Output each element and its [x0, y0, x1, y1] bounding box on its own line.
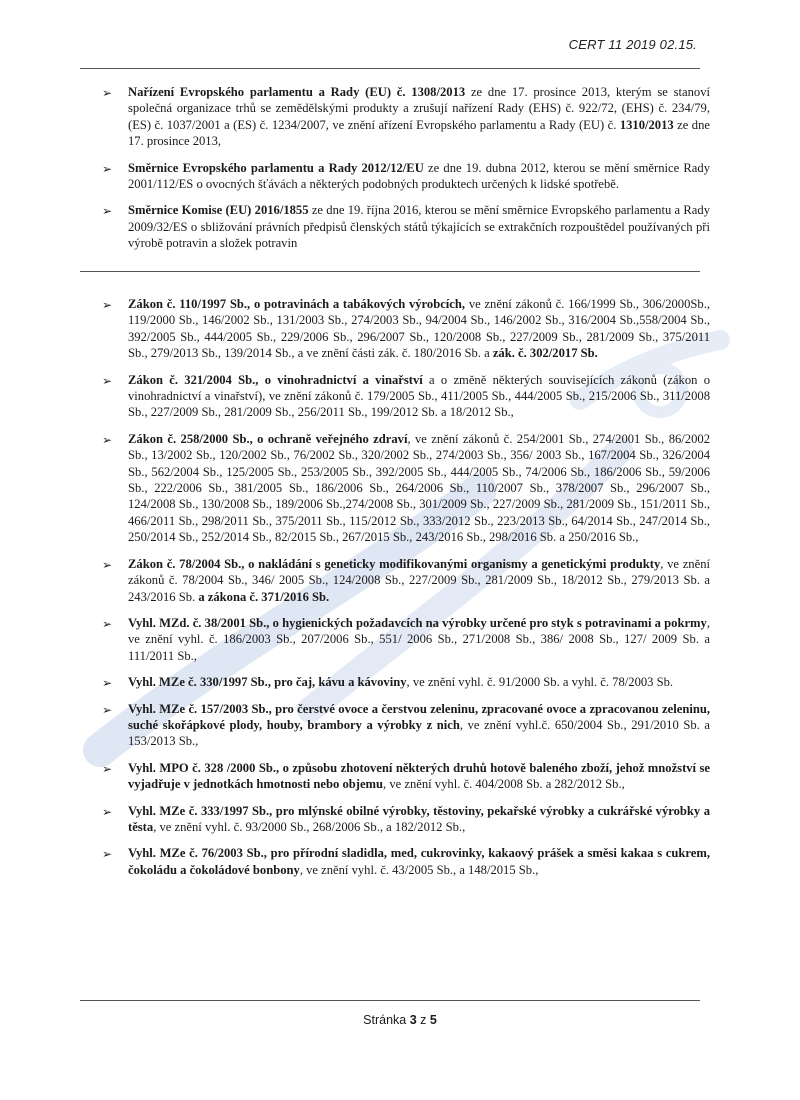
arrow-bullet-icon: ➢ [102, 847, 113, 862]
item-title: Nařízení Evropského parlamentu a Rady (EU) č. 1308/2013 [128, 85, 466, 99]
item-text: ze dne 17. prosince 2013, kterým se stanoví společná organizace trhů se zemědělskými produkty a zrušují nařízení Rady (EHS) č. 922/72, (EHS) č. 234/79, (ES) č. 1037/2001 a (ES) č. 1234/2007, ve znění ařízení Evropského parlamentu a Rady (EU) č. [128, 85, 710, 132]
list-item [100, 84, 710, 150]
list-item [100, 674, 710, 690]
item-text: , ve znění vyhl. č. 186/2003 Sb., 207/2006 Sb., 551/ 2006 Sb., 271/2008 Sb., 386/ 2008 Sb., 127/ 2009 Sb. a 111/2011 Sb., [128, 615, 710, 663]
page-footer [0, 1013, 800, 1027]
arrow-bullet-icon: ➢ [102, 161, 113, 176]
item-text: , ve znění vyhl.č. 650/2004 Sb., 291/2010 Sb. a 153/2013 Sb., [128, 717, 710, 749]
item-text: , ve znění vyhl. č. 43/2005 Sb., a 148/2015 Sb., [299, 862, 539, 877]
arrow-bullet-icon: ➢ [102, 702, 113, 717]
list-item [100, 845, 710, 878]
item-title-extra: zák. č. 302/2017 Sb. [492, 346, 598, 361]
header-divider [80, 68, 700, 69]
list-item [100, 296, 710, 362]
item-text: a o změně některých souvisejících zákonů (zákon o vinohradnictví a vinařství), ve znění zákonů č. 179/2005 Sb., 411/2005 Sb., 444/2005 Sb., 215/2006 Sb., 311/2008 Sb., 227/2009 Sb., 281/2009 Sb., 256/2011 Sb., 199/2012 Sb. a 18/2012 Sb., [128, 372, 710, 420]
arrow-bullet-icon: ➢ [102, 761, 113, 776]
item-title-extra: 1310/2013 [619, 117, 674, 132]
item-title: Vyhl. MZe č. 76/2003 Sb., pro přírodní sladidla, med, cukrovinky, kakaový prášek a směsi kakaa s cukrem, čokoládu a čokoládové bonbony [128, 846, 710, 877]
item-text: , ve znění zákonů č. 254/2001 Sb., 274/2001 Sb., 86/2002 Sb., 13/2002 Sb., 120/2002 Sb., 76/2002 Sb., 320/2002 Sb., 274/2003 Sb., 356/ 2003 Sb., 167/2004 Sb., 326/2004 Sb., 562/2004 Sb., 125/2005 Sb., 253/2005 Sb., 392/2005 Sb., 444/2005 Sb., 74/2006 Sb., 186/2006 Sb., 59/2006 Sb., 222/2006 Sb., 381/2005 Sb., 186/2006 Sb., 264/2006 Sb., 110/2007 Sb., 378/2007 Sb., 296/2007 Sb., 124/2008 Sb., 130/2008 Sb., 189/2006 Sb.,274/2008 Sb., 301/2009 Sb., 227/2009 Sb., 281/2009 Sb., 151/2011 Sb., 466/2011 Sb., 298/2011 Sb., 375/2011 Sb., 115/2012 Sb., 333/2012 Sb., 223/2013 Sb., 64/2014 Sb., 247/2014 Sb., 250/2014 Sb., 252/2014 Sb., 82/2015 Sb., 267/2015 Sb., 243/2016 Sb., 298/2016 Sb. a 250/2016 Sb., [128, 431, 710, 545]
section-divider [80, 271, 700, 272]
item-text: , ve znění zákonů č. 78/2004 Sb., 346/ 2005 Sb., 124/2008 Sb., 227/2009 Sb., 281/2009 Sb., 18/2012 Sb., 279/2013 Sb. a 243/2016 Sb. [128, 556, 710, 604]
page-number: 3 [409, 1013, 417, 1027]
arrow-bullet-icon: ➢ [102, 298, 113, 312]
arrow-bullet-icon: ➢ [102, 204, 113, 219]
item-title: Zákon č. 78/2004 Sb., o nakládání s geneticky modifikovanými organismy a genetickými produkty [128, 556, 661, 571]
list-item [100, 701, 710, 750]
arrow-bullet-icon: ➢ [102, 373, 113, 388]
item-title: Směrnice Komise (EU) 2016/1855 [128, 203, 309, 218]
list-item [100, 803, 710, 836]
list-item [100, 202, 710, 251]
eu-legislation-list [100, 84, 710, 252]
item-title: Vyhl. MZe č. 333/1997 Sb., pro mlýnské obilné výrobky, těstoviny, pekařské výrobky a cukrářské výrobky a těsta [128, 803, 710, 834]
national-legislation-list [100, 296, 710, 878]
item-title: Vyhl. MZe č. 157/2003 Sb., pro čerstvé ovoce a čerstvou zeleninu, zpracované ovoce a zpracovanou zeleninu, suché skořápkové plody, houby, brambory a výrobky z nich [128, 701, 710, 732]
item-title: Vyhl. MZd. č. 38/2001 Sb., o hygienických požadavcích na výrobky určené pro styk s potravinami a pokrmy [128, 615, 707, 630]
document-code: CERT 11 2019 02.15. [568, 37, 697, 52]
item-text: , ve znění vyhl. č. 91/2000 Sb. a vyhl. č. 78/2003 Sb. [406, 675, 674, 690]
item-text: ve znění zákonů č. 166/1999 Sb., 306/2000Sb., 119/2000 Sb., 146/2002 Sb., 131/2003 Sb., 274/2003 Sb., 94/2004 Sb., 146/2002 Sb., 316/2004 Sb.,558/2004 Sb., 392/2005 Sb., 444/2005 Sb., 229/2006 Sb., 296/2007 Sb., 120/2008 Sb., 227/2009 Sb., 281/2009 Sb., 375/2011 Sb., 279/2013 Sb., 139/2014 Sb., a ve znění části zák. č. 180/2016 Sb. a [128, 297, 711, 361]
item-text: ze dne 19. října 2016, kterou se mění směrnice Evropského parlamentu a Rady 2009/32/ES o sbližování právních předpisů členských států týkajících se extrakčních rozpouštědel používaných při výrobě potravin a složek potravin [128, 203, 710, 251]
item-text: , ve znění vyhl. č. 404/2008 Sb. a 282/2012 Sb., [383, 777, 625, 792]
list-item [100, 760, 710, 793]
list-item [100, 556, 710, 605]
item-title-extra: a zákona č. 371/2016 Sb. [198, 589, 330, 604]
item-title: Vyhl. MPO č. 328 /2000 Sb., o způsobu zhotovení některých druhů hotově baleného zboží, jehož množství se vyjadřuje v jednotkách hmotnosti nebo objemu [128, 760, 710, 792]
list-item [100, 615, 710, 664]
page-total: 5 [429, 1013, 437, 1027]
footer-middle: z [416, 1013, 430, 1027]
arrow-bullet-icon: ➢ [102, 557, 113, 572]
item-title: Vyhl. MZe č. 330/1997 Sb., pro čaj, kávu a kávoviny [128, 675, 407, 690]
arrow-bullet-icon: ➢ [102, 804, 113, 819]
list-item [100, 372, 710, 421]
item-title: Směrnice Evropského parlamentu a Rady 2012/12/EU [128, 160, 424, 175]
arrow-bullet-icon: ➢ [102, 86, 113, 100]
item-title: Zákon č. 110/1997 Sb., o potravinách a tabákových výrobcích, [128, 297, 466, 311]
list-item [100, 431, 710, 546]
arrow-bullet-icon: ➢ [102, 676, 113, 691]
item-text: ze dne 19. dubna 2012, kterou se mění směrnice Rady 2001/112/ES o ovocných šťávách a některých podobných produktech určených k lidské spotřebě. [128, 160, 710, 192]
arrow-bullet-icon: ➢ [102, 432, 113, 447]
arrow-bullet-icon: ➢ [102, 616, 113, 631]
item-title: Zákon č. 321/2004 Sb., o vinohradnictví a vinařství [128, 372, 423, 387]
list-item [100, 160, 710, 193]
item-text: , ve znění vyhl. č. 93/2000 Sb., 268/2006 Sb., a 182/2012 Sb., [153, 819, 466, 834]
item-text-extra: ze dne 17. prosince 2013, [128, 117, 710, 149]
footer-divider [80, 1000, 700, 1001]
item-title: Zákon č. 258/2000 Sb., o ochraně veřejného zdraví [128, 431, 408, 446]
footer-prefix: Stránka [363, 1013, 410, 1027]
